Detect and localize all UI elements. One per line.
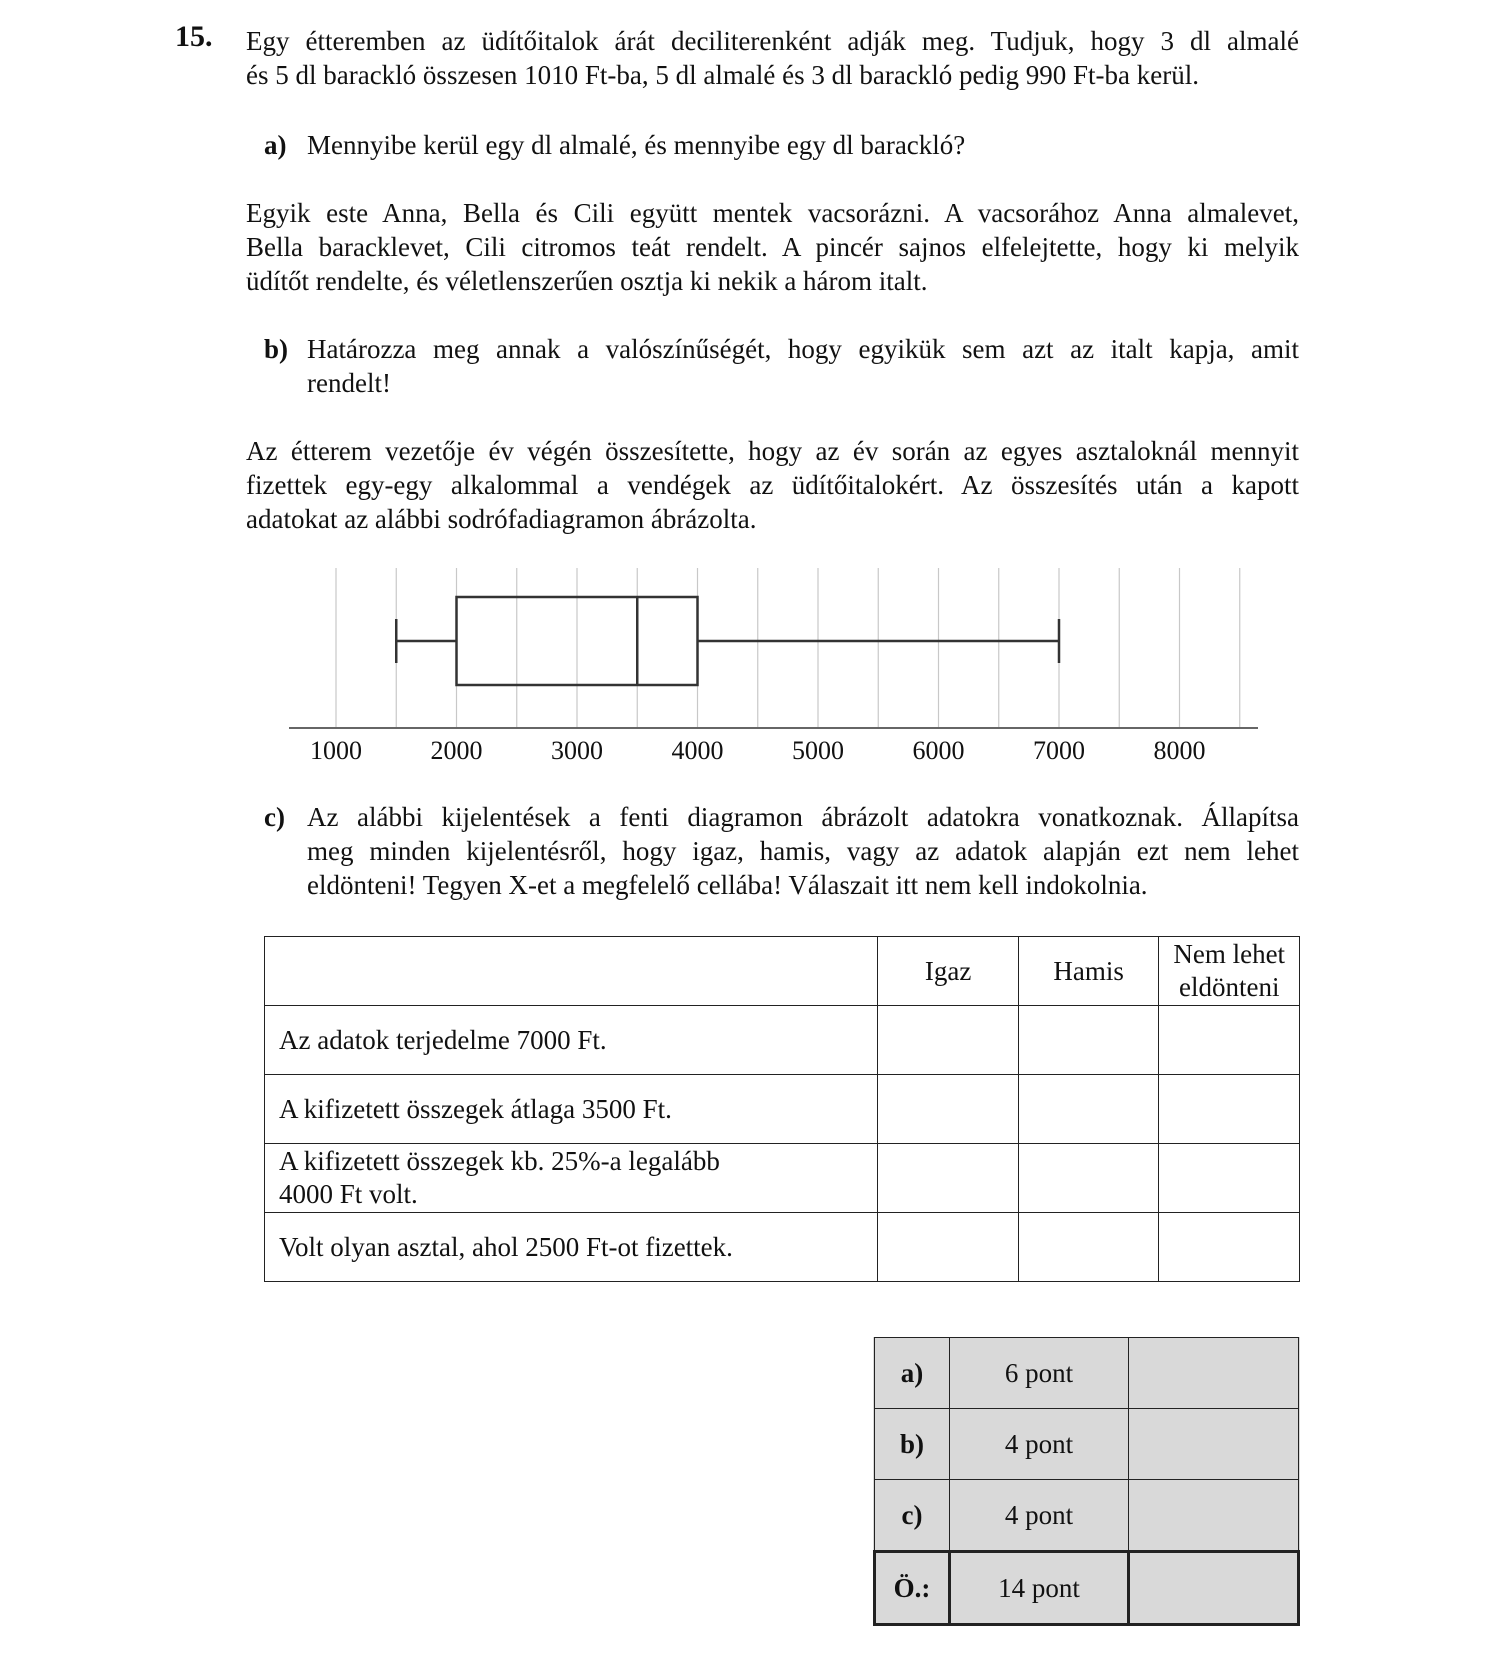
statement-cell: A kifizetett összegek átlaga 3500 Ft. <box>265 1075 878 1144</box>
intro-line: és 5 dl barackló összesen 1010 Ft-ba, 5 dl almalé és 3 dl barackló pedig 990 Ft-ba kerül. <box>246 60 1200 90</box>
score-total-label: Ö.: <box>875 1552 950 1625</box>
tick-label: 5000 <box>792 736 844 765</box>
answer-cell-igaz[interactable] <box>878 1075 1019 1144</box>
tick-label: 8000 <box>1153 736 1206 765</box>
answer-cell-hamis[interactable] <box>1018 1144 1159 1213</box>
intro-line: Egy étteremben az üdítőitalok árát deciliterenként adják meg. Tudjuk, hogy 3 dl almalé <box>246 26 1299 56</box>
tick-label: 1000 <box>310 736 362 765</box>
part-a-label: a) <box>264 130 287 160</box>
tick-label: 7000 <box>1033 736 1085 765</box>
box-plot-marks <box>396 597 1059 685</box>
score-row <box>875 1480 1299 1552</box>
grid-lines <box>336 568 1240 727</box>
score-total-row <box>875 1552 1299 1625</box>
score-earned-cell[interactable] <box>1129 1338 1299 1409</box>
part-b-label: b) <box>264 334 289 364</box>
score-points: 4 pont <box>950 1409 1129 1480</box>
data-line: adatokat az alábbi sodrófadiagramon ábrázolta. <box>246 504 757 534</box>
part-c-text <box>307 800 1299 902</box>
answer-cell-hamis[interactable] <box>1018 1213 1159 1282</box>
score-earned-cell[interactable] <box>1129 1480 1299 1552</box>
boxplot-chart <box>0 0 1486 790</box>
tick-label: 4000 <box>671 736 724 765</box>
answer-cell-nem-lehet[interactable] <box>1159 1006 1300 1075</box>
statement-line: 4000 Ft volt. <box>279 1179 418 1209</box>
part-a-text: Mennyibe kerül egy dl almalé, és mennyibe egy dl barackló? <box>307 130 966 160</box>
header-hamis: Hamis <box>1018 937 1159 1006</box>
scenario-line: Bella baracklevet, Cili citromos teát rendelt. A pincér sajnos elfelejtette, hogy ki melyik <box>246 232 1299 262</box>
statements-table <box>264 936 1300 1282</box>
table-row <box>265 1075 1300 1144</box>
part-b-line: rendelt! <box>307 368 391 398</box>
part-c-label: c) <box>264 802 285 832</box>
data-line: fizettek egy-egy alkalommal a vendégek az üdítőitalokért. Az összesítés után a kapott <box>246 470 1299 500</box>
statement-cell: Az adatok terjedelme 7000 Ft. <box>265 1006 878 1075</box>
score-part: b) <box>875 1409 950 1480</box>
scenario-line: Egyik este Anna, Bella és Cili együtt mentek vacsorázni. A vacsorához Anna almalevet, <box>246 198 1299 228</box>
score-row <box>875 1409 1299 1480</box>
score-total-earned-cell[interactable] <box>1129 1552 1299 1625</box>
header-nem-lehet-line: Nem lehet <box>1173 939 1286 969</box>
table-row <box>265 1213 1300 1282</box>
answer-cell-nem-lehet[interactable] <box>1159 1075 1300 1144</box>
tick-label: 6000 <box>912 736 965 765</box>
tick-label: 2000 <box>430 736 483 765</box>
score-row <box>875 1338 1299 1409</box>
header-empty-cell <box>265 937 878 1006</box>
tick-labels <box>310 736 1206 765</box>
score-total-points: 14 pont <box>950 1552 1129 1625</box>
table-row <box>265 1144 1300 1213</box>
scenario-line: üdítőt rendelte, és véletlenszerűen osztja ki nekik a három italt. <box>246 266 928 296</box>
score-points: 4 pont <box>950 1480 1129 1552</box>
tick-label: 3000 <box>551 736 603 765</box>
statement-line: A kifizetett összegek kb. 25%-a legalább <box>279 1146 720 1176</box>
problem-number: 15. <box>175 20 213 53</box>
score-table <box>873 1337 1300 1626</box>
score-part: a) <box>875 1338 950 1409</box>
score-part: c) <box>875 1480 950 1552</box>
part-c-line: meg minden kijelentésről, hogy igaz, hamis, vagy az adatok alapján ezt nem lehet <box>307 836 1299 866</box>
table-header-row <box>265 937 1300 1006</box>
answer-cell-igaz[interactable] <box>878 1213 1019 1282</box>
answer-cell-nem-lehet[interactable] <box>1159 1213 1300 1282</box>
part-b-line: Határozza meg annak a valószínűségét, hogy egyikük sem azt az italt kapja, amit <box>307 334 1299 364</box>
part-c-line: eldönteni! Tegyen X-et a megfelelő cellába! Válaszait itt nem kell indokolnia. <box>307 870 1148 900</box>
answer-cell-igaz[interactable] <box>878 1006 1019 1075</box>
answer-cell-nem-lehet[interactable] <box>1159 1144 1300 1213</box>
answer-cell-hamis[interactable] <box>1018 1006 1159 1075</box>
part-c-line: Az alábbi kijelentések a fenti diagramon ábrázolt adatokra vonatkoznak. Állapítsa <box>307 802 1299 832</box>
table-row <box>265 1006 1300 1075</box>
answer-cell-igaz[interactable] <box>878 1144 1019 1213</box>
header-igaz: Igaz <box>878 937 1019 1006</box>
data-line: Az étterem vezetője év végén összesítette, hogy az év során az egyes asztaloknál mennyit <box>246 436 1299 466</box>
statement-cell: Volt olyan asztal, ahol 2500 Ft-ot fizettek. <box>265 1213 878 1282</box>
score-points: 6 pont <box>950 1338 1129 1409</box>
header-nem-lehet-line: eldönteni <box>1178 972 1280 1002</box>
score-earned-cell[interactable] <box>1129 1409 1299 1480</box>
answer-cell-hamis[interactable] <box>1018 1075 1159 1144</box>
statement-cell <box>265 1144 878 1213</box>
header-nem-lehet <box>1159 937 1300 1006</box>
